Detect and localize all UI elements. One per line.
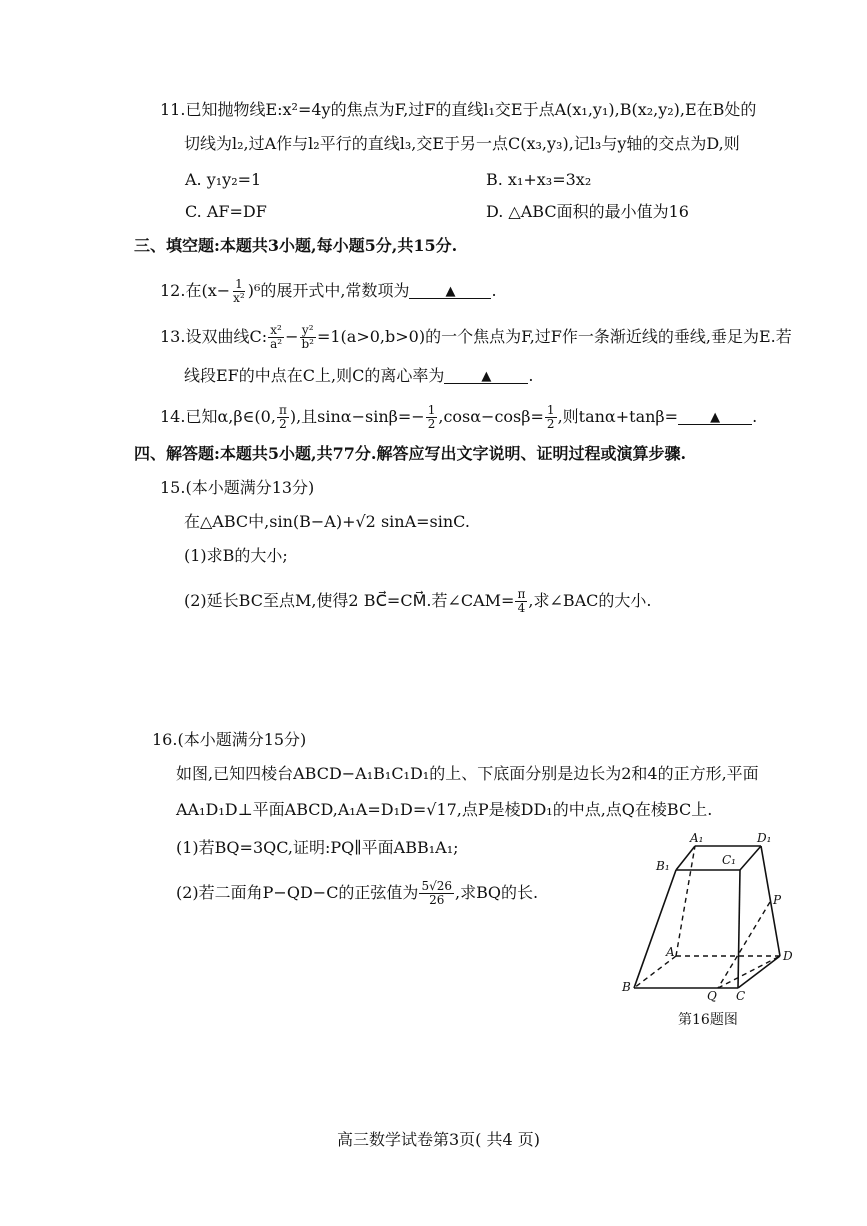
- q13-f2-num: y²: [301, 323, 314, 337]
- edge-c1-d1: [740, 846, 761, 870]
- q14-fraction-pi: [277, 404, 289, 431]
- label-b: B: [622, 980, 631, 994]
- q16-part1: (1)若BQ=3QC,证明:PQ∥平面ABB₁A₁;: [176, 838, 459, 857]
- q12-frac-den: x²: [233, 291, 245, 305]
- q16-frac-den: 26: [429, 893, 445, 907]
- q13-answer-blank[interactable]: [444, 367, 528, 384]
- q15-frac-num: π: [517, 587, 526, 601]
- q14-f1-num: π: [278, 403, 287, 417]
- q13-fraction-x: [268, 324, 284, 351]
- q14-mid2: ,cosα−cosβ=: [438, 407, 544, 426]
- q16-line2: AA₁D₁D⊥平面ABCD,A₁A=D₁D=√17,点P是棱DD₁的中点,点Q在棱BC上.: [176, 800, 713, 819]
- q13-f1-den: a²: [270, 337, 283, 351]
- q12-frac-num: 1: [235, 277, 243, 291]
- q16-figure-caption: 第16题图: [678, 1012, 738, 1028]
- q12: [160, 278, 497, 305]
- q12-fraction: [231, 278, 247, 305]
- q11-option-b: B. x₁+x₃=3x₂: [486, 170, 592, 189]
- label-q: Q: [707, 989, 717, 1003]
- q14-end: .: [752, 407, 758, 426]
- q15-fraction-pi-4: [515, 588, 527, 615]
- label-a: A: [666, 945, 675, 959]
- q15-part1: (1)求B的大小;: [184, 546, 288, 565]
- q14-f3-den: 2: [546, 417, 555, 431]
- label-c: C: [736, 989, 746, 1003]
- q14-f3-num: 1: [546, 403, 555, 417]
- q12-answer-blank[interactable]: [409, 282, 491, 299]
- q11-line1: 11.已知抛物线E:x²=4y的焦点为F,过F的直线l₁交E于点A(x₁,y₁),B(x₂,y₂),E在B处的: [160, 100, 757, 119]
- label-p: P: [773, 893, 782, 907]
- label-c1: C₁: [722, 853, 736, 867]
- page-footer: 高三数学试卷第3页( 共4 页): [337, 1130, 541, 1149]
- q13-post: =1(a>0,b>0)的一个焦点为F,过F作一条渐近线的垂线,垂足为E.若: [316, 327, 792, 346]
- section3-heading: 三、填空题:本题共3小题,每小题5分,共15分.: [134, 236, 458, 255]
- edge-a-a1: [676, 846, 695, 956]
- q13-end: .: [528, 366, 534, 385]
- edge-b-b1: [634, 870, 676, 988]
- q13-fraction-y: [299, 324, 316, 351]
- blank-triangle-icon: ▲: [710, 410, 721, 425]
- blank-triangle-icon: ▲: [481, 369, 492, 384]
- q13-minus: −: [285, 327, 299, 346]
- q13-pre: 13.设双曲线C:: [160, 327, 268, 346]
- q15-frac-den: 4: [517, 601, 526, 615]
- q14-f1-den: 2: [279, 417, 287, 431]
- q13-f2-den: b²: [301, 337, 314, 351]
- q14-post: ,则tanα+tanβ=: [557, 407, 679, 426]
- q15-part2-post: ,求∠BAC的大小.: [528, 591, 652, 610]
- q16-line1: 如图,已知四棱台ABCD−A₁B₁C₁D₁的上、下底面分别是边长为2和4的正方形,平面: [176, 764, 759, 783]
- q15-part2: [184, 588, 652, 615]
- q11-line2: 切线为l₂,过A作与l₂平行的直线l₃,交E于另一点C(x₃,y₃),记l₃与y轴的交点为D,则: [184, 134, 740, 153]
- q12-pre: 12.在(x−: [160, 281, 231, 300]
- q11-option-c: C. AF=DF: [185, 202, 267, 221]
- section4-heading: 四、解答题:本题共5小题,共77分.解答应写出文字说明、证明过程或演算步骤.: [134, 444, 687, 463]
- q11-option-a: A. y₁y₂=1: [185, 170, 262, 189]
- q14-fraction-half-2: [545, 404, 557, 431]
- q13-line2-text: 线段EF的中点在C上,则C的离心率为: [184, 366, 445, 385]
- label-d1: D₁: [757, 831, 772, 845]
- q12-post: )⁶的展开式中,常数项为: [247, 281, 410, 300]
- edge-c-d: [738, 956, 780, 988]
- q16-frustum-figure: [620, 828, 800, 1008]
- label-a1: A₁: [690, 831, 704, 845]
- q15-part2-pre: (2)延长BC至点M,使得2 BC⃗=CM⃗.若∠CAM=: [184, 591, 515, 610]
- q13-line1: [160, 324, 792, 351]
- q14-fraction-half-1: [426, 404, 438, 431]
- q16-frac-num: 5√26: [421, 879, 452, 893]
- q14-mid1: ),且sinα−sinβ=−: [289, 407, 425, 426]
- q14-answer-blank[interactable]: [678, 408, 752, 425]
- q13-f1-num: x²: [270, 323, 282, 337]
- edge-c-c1: [738, 870, 740, 988]
- q12-end: .: [491, 281, 497, 300]
- q14: [160, 404, 757, 431]
- q14-f2-den: 2: [427, 417, 436, 431]
- q16-part2: [176, 880, 538, 907]
- q14-pre: 14.已知α,β∈(0,: [160, 407, 276, 426]
- q16-fraction: [419, 880, 454, 907]
- q14-f2-num: 1: [427, 403, 436, 417]
- q15-stem: 在△ABC中,sin(B−A)+√2 sinA=sinC.: [184, 512, 470, 531]
- label-d: D: [783, 949, 793, 963]
- q13-line2: [184, 366, 533, 386]
- q15-title: 15.(本小题满分13分): [160, 478, 315, 497]
- q16-title: 16.(本小题满分15分): [152, 730, 307, 749]
- q16-part2-pre: (2)若二面角P−QD−C的正弦值为: [176, 883, 419, 902]
- q11-option-d: D. △ABC面积的最小值为16: [486, 202, 689, 221]
- q16-part2-post: ,求BQ的长.: [455, 883, 539, 902]
- blank-triangle-icon: ▲: [445, 284, 456, 299]
- label-b1: B₁: [656, 859, 670, 873]
